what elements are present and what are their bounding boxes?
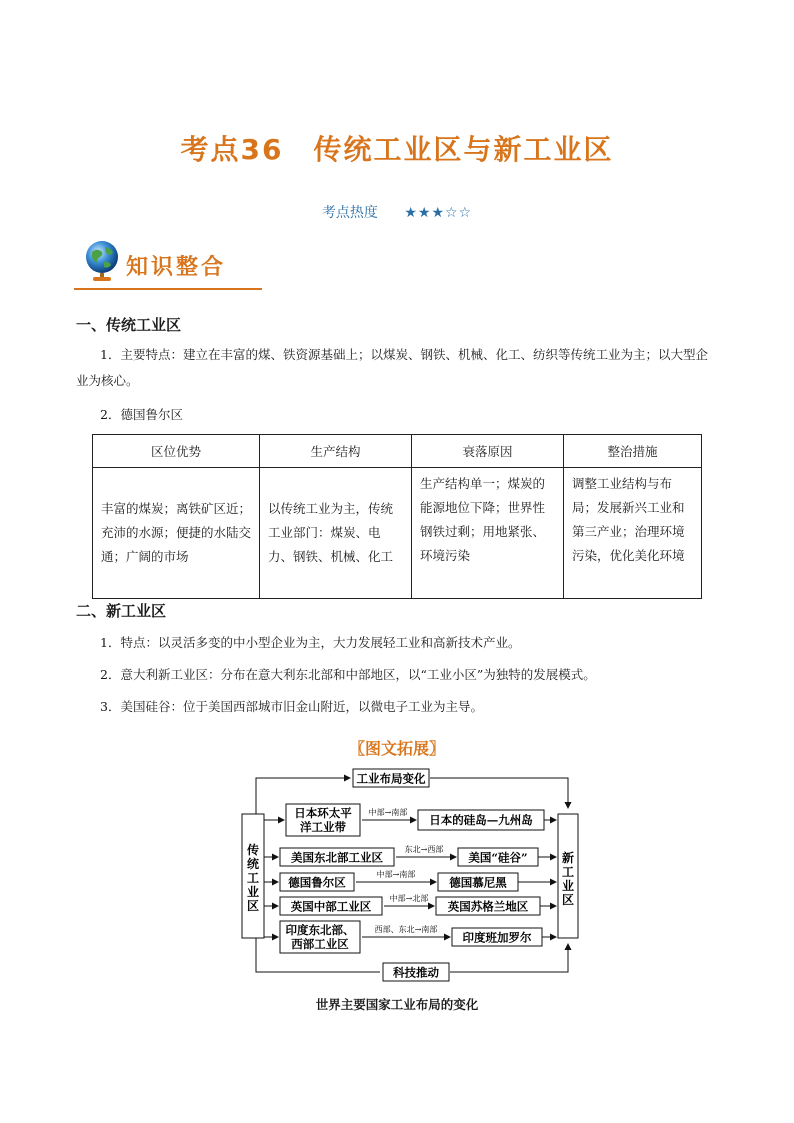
left-char: 传 (246, 843, 260, 857)
from-label: 英国中部工业区 (290, 899, 372, 914)
heading-underline (74, 288, 262, 290)
right-char: 业 (561, 879, 575, 893)
extension-heading: 〖图文拓展〗 (348, 739, 445, 758)
to-label: 英国苏格兰地区 (447, 899, 529, 914)
top-label: 工业布局变化 (356, 771, 426, 786)
table-cell: 以传统工业为主，传统工业部门：煤炭、电力、钢铁、机械、化工 (260, 468, 412, 599)
table-cell: 生产结构单一；煤炭的能源地位下降；世界性钢铁过剩；用地紧张、环境污染 (412, 468, 564, 599)
section1-heading: 一、传统工业区 (76, 316, 182, 334)
from-label-line2: 西部工业区 (291, 937, 349, 951)
table-header: 衰落原因 (412, 435, 564, 468)
shift-direction: 东北→西部 (404, 845, 444, 854)
section2-item2: 2．意大利新工业区：分布在意大利东北部和中部地区，以“工业小区”为独特的发展模式。 (100, 667, 596, 682)
globe-icon (80, 238, 124, 282)
section1-item2: 2．德国鲁尔区 (100, 407, 183, 422)
shift-direction: 中部→南部 (368, 808, 408, 817)
shift-direction: 中部→北部 (389, 894, 429, 903)
table-header: 区位优势 (93, 435, 260, 468)
to-label: 美国“硅谷” (468, 850, 528, 865)
from-label-line1: 印度东北部、 (285, 923, 355, 937)
industry-shift-diagram (238, 768, 588, 988)
to-label: 日本的硅岛—九州岛 (429, 813, 533, 827)
section2-item3: 3．美国硅谷：位于美国西部城市旧金山附近，以微电子工业为主导。 (100, 699, 483, 714)
section1-item1: 1．主要特点：建立在丰富的煤、铁资源基础上；以煤炭、钢铁、机械、化工、纺织等传统工业为主；以大型企业为核心。 (76, 347, 708, 388)
from-label: 美国东北部工业区 (291, 850, 383, 865)
table-cell: 丰富的煤炭；离铁矿区近；充沛的水源；便捷的水陆交通；广阔的市场 (93, 468, 260, 599)
shift-direction: 西部、东北→南部 (374, 925, 438, 934)
table-header-row (93, 435, 702, 468)
left-char: 工 (246, 871, 260, 885)
table-header: 生产结构 (260, 435, 412, 468)
shift-direction: 中部→南部 (376, 870, 416, 879)
ruhr-table (92, 434, 702, 599)
left-char: 统 (246, 857, 260, 871)
heat-label: 考点热度 (321, 205, 378, 221)
section2-item1: 1．特点：以灵活多变的中小型企业为主，大力发展轻工业和高新技术产业。 (100, 635, 521, 650)
heat-stars: ★★★☆☆ (404, 205, 473, 221)
table-cell: 调整工业结构与布局；发展新兴工业和第三产业；治理环境污染，优化美化环境 (564, 468, 702, 599)
page-title: 考点36 传统工业区与新工业区 (180, 133, 614, 166)
diagram-caption: 世界主要国家工业布局的变化 (315, 997, 479, 1012)
knowledge-heading: 知识整合 (126, 255, 227, 280)
to-label: 德国慕尼黑 (449, 875, 507, 890)
section2-heading: 二、新工业区 (76, 602, 167, 620)
top-right-line (430, 778, 568, 808)
bottom-right-line (450, 944, 568, 972)
table-row (93, 468, 702, 599)
right-char: 区 (561, 893, 575, 907)
from-label: 德国鲁尔区 (288, 875, 346, 890)
left-char: 业 (246, 885, 260, 899)
to-label: 印度班加罗尔 (462, 930, 532, 945)
left-char: 区 (246, 899, 260, 913)
from-label-line1: 日本环太平 (294, 806, 352, 820)
right-char: 工 (561, 865, 575, 879)
right-char: 新 (561, 851, 575, 865)
table-header: 整治措施 (564, 435, 702, 468)
bottom-label: 科技推动 (393, 965, 439, 980)
from-label-line2: 洋工业带 (300, 820, 346, 834)
knowledge-heading-banner (74, 238, 262, 292)
heat-rating (0, 202, 794, 222)
